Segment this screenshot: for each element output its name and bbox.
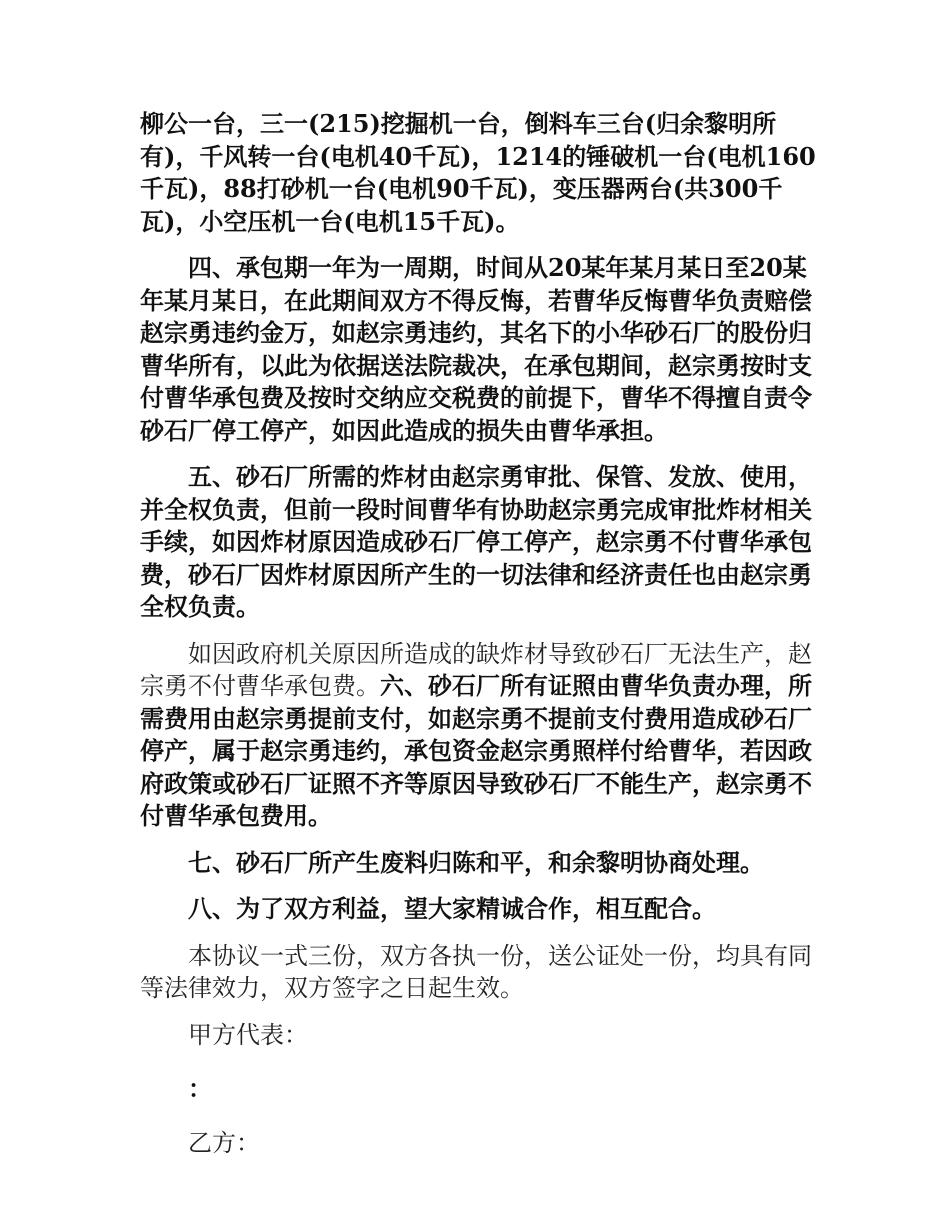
document-page: [140, 108, 820, 1181]
signature-colon: ：: [188, 1073, 212, 1103]
signature-party-b: 乙方：: [188, 1128, 260, 1157]
paragraph-equipment-list: 柳公一台，三一(215)挖掘机一台，倒料车三台(归余黎明所有)，千风转一台(电机40千瓦)，1214的锤破机一台(电机160千瓦)，88打砂机一台(电机90千瓦)，变压器两台(共300千瓦)，小空压机一台(电机15千瓦)。: [140, 109, 816, 236]
paragraph-clause-5: 五、砂石厂所需的炸材由赵宗勇审批、保管、发放、使用，并全权负责，但前一段时间曹华有协助赵宗勇完成审批炸材相关手续，如因炸材原因造成砂石厂停工停产，赵宗勇不付曹华承包费，砂石厂因炸材原因所产生的一切法律和经济责任也由赵宗勇全权负责。: [140, 462, 812, 621]
paragraph-clause-8: 八、为了双方利益，望大家精诚合作，相互配合。: [188, 894, 716, 923]
clause-5-supplement: 如因政府机关原因所造成的缺炸材导致砂石厂无法生产，赵宗勇不付曹华承包费。: [140, 639, 812, 700]
paragraph-clause-7: 七、砂石厂所产生废料归陈和平，和余黎明协商处理。: [188, 847, 764, 877]
paragraph-clause-6: [140, 638, 820, 833]
clause-6-text: 六、砂石厂所有证照由曹华负责办理，所需费用由赵宗勇提前支付，如赵宗勇不提前支付费用造成砂石厂停产，属于赵宗勇违约，承包资金赵宗勇照样付给曹华，若因政府政策或砂石厂证照不齐等原因导致砂石厂不能生产，赵宗勇不付曹华承包费用。: [140, 671, 812, 830]
paragraph-clause-4: 四、承包期一年为一周期，时间从20某年某月某日至20某年某月某日，在此期间双方不得反悔，若曹华反悔曹华负责赔偿赵宗勇违约金万，如赵宗勇违约，其名下的小华砂石厂的股份归曹华所有，以此为依据送法院裁决，在承包期间，赵宗勇按时支付曹华承包费及按时交纳应交税费的前提下，曹华不得擅自责令砂石厂停工停产，如因此造成的损失由曹华承担。: [140, 253, 812, 445]
signature-party-a: 甲方代表：: [188, 1020, 308, 1049]
paragraph-validity: 本协议一式三份，双方各执一份，送公证处一份，均具有同等法律效力，双方签字之日起生效。: [140, 941, 812, 1002]
